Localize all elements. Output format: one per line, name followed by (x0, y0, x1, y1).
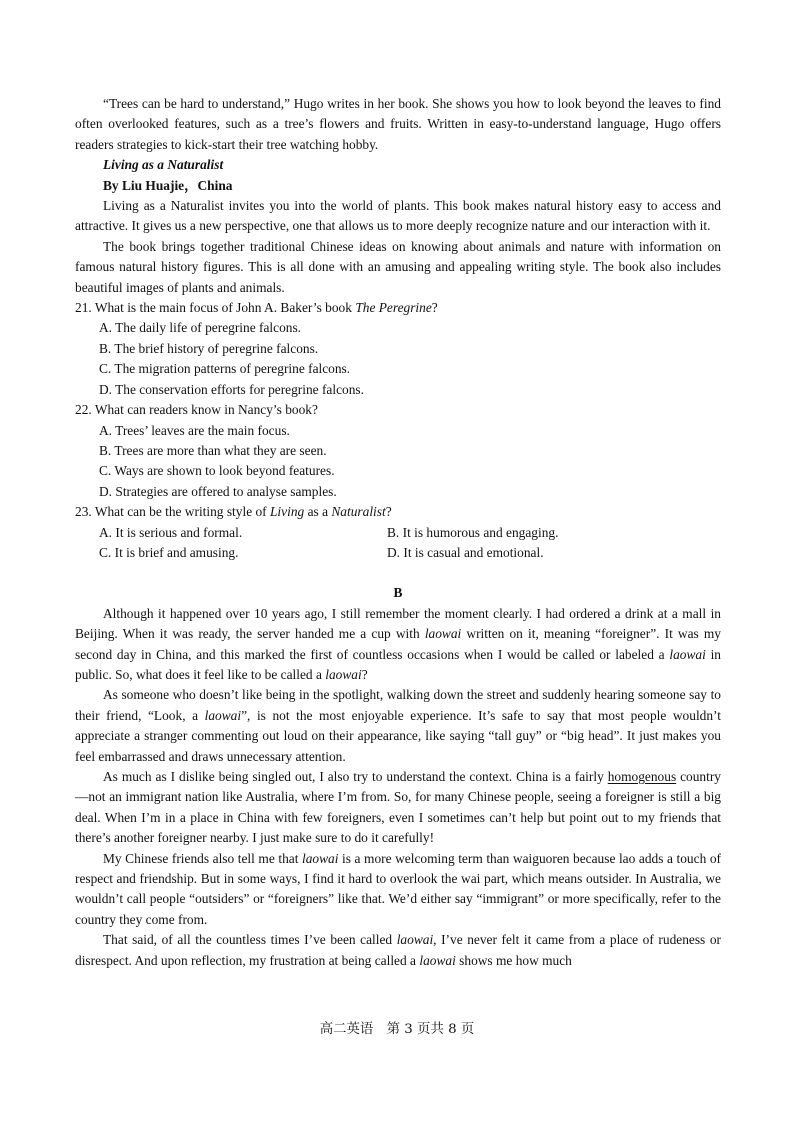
question-22 (75, 400, 721, 502)
question-stem: 22. What can readers know in Nancy’s book? (75, 402, 318, 418)
option-d[interactable]: D. It is casual and emotional. (387, 544, 544, 560)
section-b-heading: B (393, 585, 403, 601)
question-23 (75, 502, 721, 563)
stem-text: 23. What can be the writing style of (75, 504, 270, 520)
option-d[interactable]: D. The conservation efforts for peregrine falcons. (99, 381, 364, 397)
text: ? (361, 666, 368, 682)
option-a[interactable]: A. The daily life of peregrine falcons. (99, 320, 302, 336)
passage-a-paragraph-hugo: “Trees can be hard to understand,” Hugo writes in her book. She shows you how to look beyond the leaves to find often overlooked features, such as a tree’s flowers and fruits. Written in easy-to-understand language, Hugo offers readers strategies to kick-start their tree watching hobby. (75, 96, 721, 152)
text: , I’ve never felt it came from a place of rudeness or disrespect. And upon reflection, my frustration at being called a (75, 932, 721, 968)
underlined-word-homogenous: homogenous (607, 769, 677, 784)
option-c[interactable]: C. It is brief and amusing. (99, 544, 239, 560)
option-row-ab (75, 523, 721, 543)
stem-end: ? (385, 504, 392, 520)
passage-b-paragraph-5 (75, 930, 721, 971)
passage-b-paragraph-4 (75, 849, 721, 931)
stem-end: ? (431, 300, 438, 316)
option-c[interactable]: C. The migration patterns of peregrine falcons. (99, 361, 351, 377)
text: in public. So, what does it feel like to be called a (75, 646, 721, 682)
text: As much as I dislike being singled out, I also try to understand the context. China is a fairly (103, 769, 608, 784)
term-laowai: laowai (669, 646, 706, 662)
option-b[interactable]: B. It is humorous and engaging. (387, 524, 559, 540)
question-stem (75, 502, 721, 522)
text: Although it happened over 10 years ago, I still remember the moment clearly. I had ordered a drink at a mall in Beijing. When it was ready, the server handed me a cup with (75, 605, 721, 642)
book-byline: By Liu Huajie，China (103, 177, 233, 193)
passage-b-paragraph-2 (75, 685, 721, 767)
text: As someone who doesn’t like being in the spotlight, walking down the street and suddenly hearing someone say to their friend, “Look, a (75, 687, 721, 723)
passage-b-paragraph-1 (75, 604, 721, 686)
text: shows me how much (455, 952, 572, 968)
page-footer: 高二英语 第 3 页共 8 页 (319, 1022, 475, 1037)
stem-text: 21. What is the main focus of John A. Baker’s book (75, 300, 356, 316)
term-laowai: laowai (325, 666, 362, 682)
passage-b-paragraph-3 (75, 767, 721, 849)
option-c[interactable]: C. Ways are shown to look beyond features. (99, 463, 335, 479)
term-laowai: laowai (424, 626, 462, 642)
option-row-cd (75, 543, 721, 563)
passage-a-paragraph-naturalist-1: Living as a Naturalist invites you into the world of plants. This book makes natural history easy to access and attractive. It gives us a new perspective, one that allows us to more deeply recognize nature and our interaction with it. (75, 198, 721, 234)
text: That said, of all the countless times I’ve been called (103, 932, 397, 948)
text: written on it, meaning “foreigner”. It was my second day in China, and this marked the first of countless occasions when I would be called or labeled a (75, 626, 722, 662)
text: ”, is not the most enjoyable experience. It’s safe to say that most people wouldn’t appreciate a stranger commenting out loud on their appearance, like saying “tall guy” or “big head”. It just makes you feel embarrassed and draws unnecessary attention. (75, 707, 721, 764)
question-21 (75, 298, 721, 400)
book-title: Living as a Naturalist (103, 157, 224, 173)
term-laowai: laowai (419, 952, 456, 968)
stem-text-mid: as a (304, 504, 332, 520)
option-b[interactable]: B. The brief history of peregrine falcons. (99, 340, 319, 356)
passage-a-paragraph-naturalist-2: The book brings together traditional Chinese ideas on knowing about animals and nature with information on famous natural history figures. This is all done with an amusing and appealing writing style. The book also includes beautiful images of plants and animals. (75, 238, 721, 295)
option-a[interactable]: A. It is serious and formal. (99, 524, 243, 540)
term-laowai: laowai (302, 850, 339, 866)
stem-book-title: The Peregrine (355, 300, 432, 316)
stem-title-part: Living (269, 504, 305, 520)
text: My Chinese friends also tell me that (103, 850, 303, 866)
term-laowai: laowai (204, 707, 242, 723)
option-d[interactable]: D. Strategies are offered to analyse samples. (99, 483, 337, 499)
term-laowai: laowai (396, 932, 434, 948)
text: is a more welcoming term than waiguoren because lao adds a touch of respect and friendship. But in some ways, I find it hard to overlook the wai part, which means outsider. In Australia, we wouldn’t call people “outsiders” or “foreigners” like that. We’d either say “immigrant” or more specifically, refer to the country they come from. (75, 850, 721, 927)
option-b[interactable]: B. Trees are more than what they are seen. (99, 442, 327, 458)
question-stem (75, 298, 721, 318)
page-content (75, 94, 721, 971)
option-a[interactable]: A. Trees’ leaves are the main focus. (99, 422, 290, 438)
text: country—not an immigrant nation like Australia, where I’m from. So, for many Chinese people, seeing a foreigner is still a big deal. When I’m in a place in China with few foreigners, even I sometimes can’t help but point out to my friends that there’s another foreigner nearby. I just make sure to do it carefully! (75, 769, 721, 846)
stem-title-part-2: Naturalist (331, 504, 386, 520)
